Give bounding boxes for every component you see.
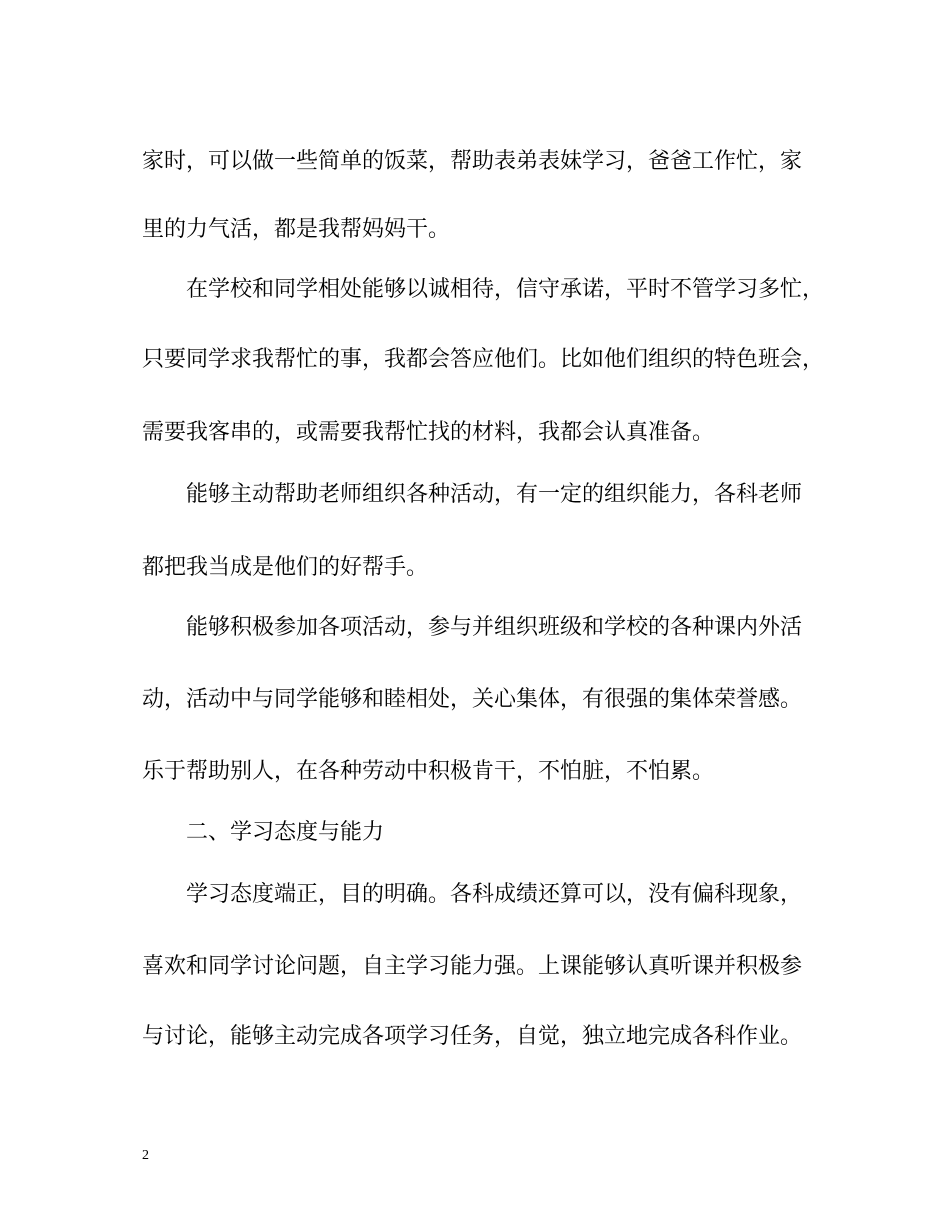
text-line: 家时，可以做一些简单的饭菜，帮助表弟表妹学习，爸爸工作忙，家 [142, 149, 803, 174]
text-line: 只要同学求我帮忙的事，我都会答应他们。比如他们组织的特色班会， [142, 347, 825, 372]
text-line: 与讨论，能够主动完成各项学习任务，自觉，独立地完成各科作业。 [142, 1024, 803, 1049]
text-line: 都把我当成是他们的好帮手。 [142, 555, 429, 580]
paragraph-start-line: 能够主动帮助老师组织各种活动，有一定的组织能力，各科老师 [186, 482, 803, 507]
text-line: 需要我客串的，或需要我帮忙找的材料，我都会认真准备。 [142, 420, 715, 445]
text-line: 动，活动中与同学能够和睦相处，关心集体，有很强的集体荣誉感。 [142, 687, 803, 712]
paragraph-start-line: 学习态度端正，目的明确。各科成绩还算可以，没有偏科现象， [186, 882, 803, 907]
text-line: 喜欢和同学讨论问题，自主学习能力强。上课能够认真听课并积极参 [142, 954, 803, 979]
page-number: 2 [142, 1148, 149, 1163]
text-line: 里的力气活，都是我帮妈妈干。 [142, 217, 451, 242]
text-line: 乐于帮助别人，在各种劳动中积极肯干，不怕脏，不怕累。 [142, 759, 715, 784]
paragraph-start-line: 在学校和同学相处能够以诚相待，信守承诺，平时不管学习多忙， [186, 277, 825, 302]
paragraph-start-line: 能够积极参加各项活动，参与并组织班级和学校的各种课内外活 [186, 615, 803, 640]
section-heading: 二、学习态度与能力 [186, 820, 385, 845]
